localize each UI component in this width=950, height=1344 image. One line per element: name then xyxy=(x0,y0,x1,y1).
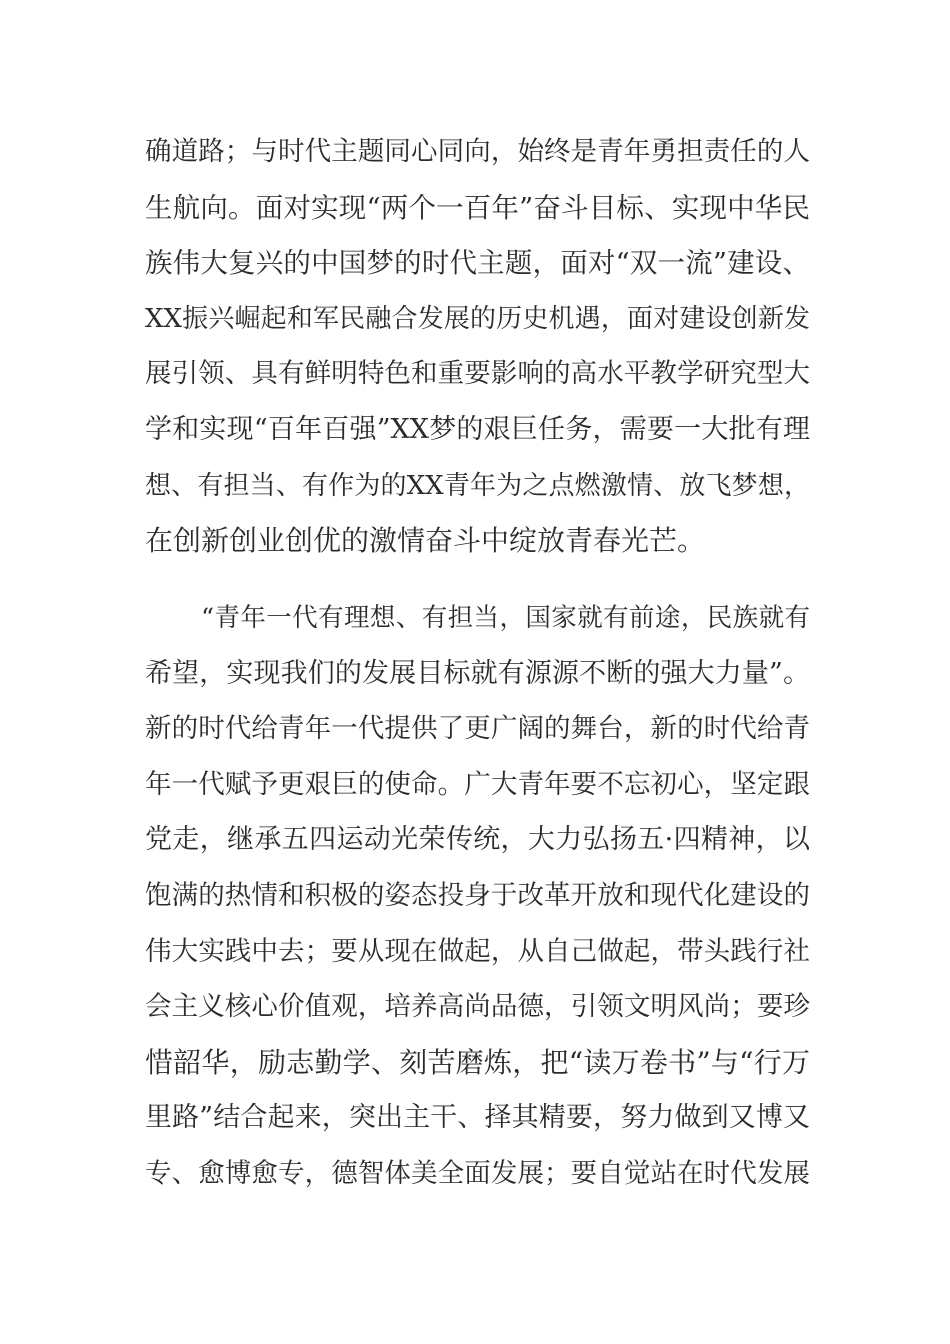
text-line: 年一代赋予更艰巨的使命。广大青年要不忘初心，坚定跟 xyxy=(145,769,810,800)
text-line: 生航向。面对实现“两个一百年”奋斗目标、实现中华民 xyxy=(145,192,810,224)
text-line: XX振兴崛起和军民融合发展的历史机遇，面对建设创新发 xyxy=(145,304,810,334)
text-line: 确道路；与时代主题同心同向，始终是青年勇担责任的人 xyxy=(145,136,810,167)
text-line: 专、愈博愈专，德智体美全面发展；要自觉站在时代发展 xyxy=(145,1158,810,1189)
text-line: 新的时代给青年一代提供了更广阔的舞台，新的时代给青 xyxy=(145,713,810,744)
text-line: 族伟大复兴的中国梦的时代主题，面对“双一流”建设、 xyxy=(145,247,810,279)
text-line: 饱满的热情和积极的姿态投身于改革开放和现代化建设的 xyxy=(145,880,810,911)
text-line: 展引领、具有鲜明特色和重要影响的高水平教学研究型大 xyxy=(145,358,810,389)
text-line: 学和实现“百年百强”XX梦的艰巨任务，需要一大批有理 xyxy=(145,414,810,445)
text-line: 党走，继承五四运动光荣传统，大力弘扬五·四精神，以 xyxy=(145,824,810,855)
text-line: 伟大实践中去；要从现在做起，从自己做起，带头践行社 xyxy=(145,936,810,967)
text-line: 想、有担当、有作为的XX青年为之点燃激情、放飞梦想， xyxy=(145,471,810,501)
text-line: “青年一代有理想、有担当，国家就有前途，民族就有 xyxy=(201,603,810,633)
text-line: 希望，实现我们的发展目标就有源源不断的强大力量”。 xyxy=(145,658,810,689)
text-line: 在创新创业创优的激情奋斗中绽放青春光芒。 xyxy=(145,524,706,557)
text-line: 会主义核心价值观，培养高尚品德，引领文明风尚；要珍 xyxy=(145,991,810,1022)
text-line: 里路”结合起来，突出主干、择其精要，努力做到又博又 xyxy=(145,1102,810,1133)
text-line: 惜韶华，励志勤学、刻苦磨炼，把“读万卷书”与“行万 xyxy=(145,1046,810,1079)
